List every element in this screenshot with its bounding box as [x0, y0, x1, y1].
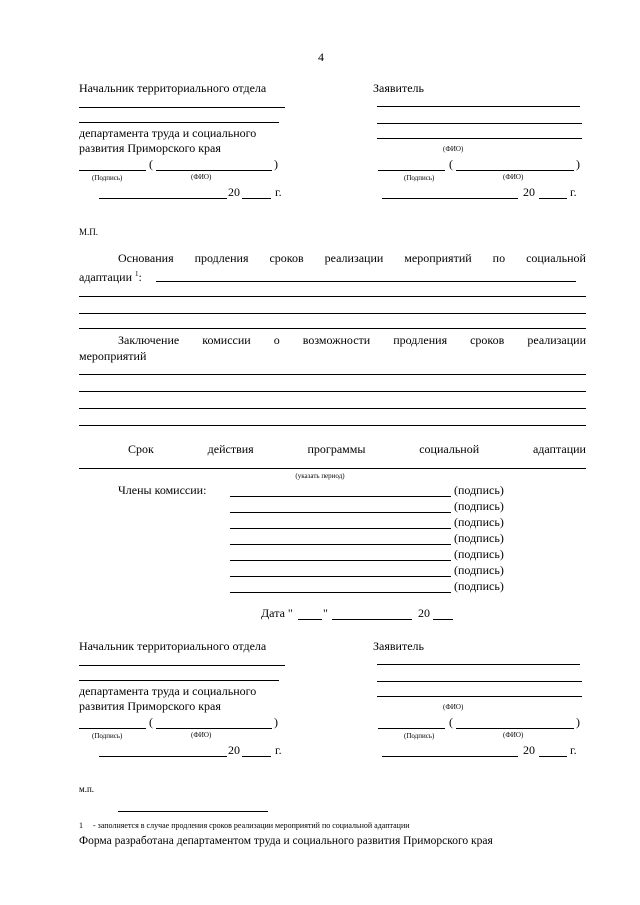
member-signature-line	[230, 528, 451, 529]
word: продления	[393, 333, 448, 347]
signature-line	[377, 681, 582, 682]
fill-line	[79, 313, 586, 314]
signature-line	[377, 696, 582, 697]
year-field	[242, 756, 271, 757]
footnote-separator	[118, 811, 268, 812]
department-name-line1: департамента труда и социального	[79, 684, 257, 698]
year-field	[242, 198, 271, 199]
year-prefix: 20	[418, 606, 430, 620]
signature-line	[79, 665, 285, 666]
signature-field	[79, 170, 146, 171]
fill-line	[79, 425, 586, 426]
term-period-line	[79, 468, 586, 469]
signature-line	[79, 107, 285, 108]
fill-line	[79, 374, 586, 375]
podpis-caption: (Подпись)	[404, 732, 435, 740]
period-hint: (указать период)	[295, 472, 345, 480]
word: сроков	[269, 251, 304, 265]
department-name-line2: развития Приморского края	[79, 699, 221, 713]
fio-caption: (ФИО)	[443, 145, 464, 153]
footnote-mark: 1	[79, 821, 83, 830]
seal-placeholder: м.п.	[79, 784, 95, 794]
word: комиссии	[202, 333, 251, 347]
date-field	[382, 756, 518, 757]
word: социальной	[419, 442, 480, 456]
fill-line	[79, 328, 586, 329]
footnote	[79, 821, 410, 831]
paren-open: (	[149, 157, 153, 171]
footnote-text: - заполняется в случае продления сроков реализации мероприятий по социальной адаптации	[91, 821, 410, 830]
member-signature-line	[230, 496, 451, 497]
year-field	[433, 619, 453, 620]
member-signature-line	[230, 592, 451, 593]
fio-field	[456, 170, 574, 171]
word: Заключение	[118, 333, 180, 347]
signature-line	[377, 664, 580, 665]
paren-open: (	[149, 715, 153, 729]
day-field	[298, 619, 322, 620]
fio-field	[156, 728, 272, 729]
word: реализации	[527, 333, 586, 347]
fio-field	[456, 728, 574, 729]
word: возможности	[302, 333, 371, 347]
word: продления	[194, 251, 249, 265]
fio-caption: (ФИО)	[503, 173, 524, 181]
year-suffix: г.	[570, 743, 577, 757]
form-note: Форма разработана департаментом труда и социального развития Приморского края	[79, 835, 493, 847]
fill-line	[79, 408, 586, 409]
conclusion-heading	[118, 333, 586, 347]
signature-field	[378, 728, 445, 729]
member-signature-caption: (подпись)	[454, 579, 504, 593]
commission-label: Члены комиссии:	[118, 483, 207, 497]
word: действия	[207, 442, 254, 456]
member-signature-line	[230, 544, 451, 545]
year-field	[539, 198, 567, 199]
applicant-title: Заявитель	[373, 639, 424, 653]
year-prefix: 20	[523, 185, 535, 199]
department-name-line1: департамента труда и социального	[79, 126, 257, 140]
signature-line	[377, 106, 580, 107]
signature-field	[79, 728, 146, 729]
word: социальной	[526, 251, 586, 265]
department-name-line2: развития Приморского края	[79, 141, 221, 155]
year-suffix: г.	[570, 185, 577, 199]
fio-caption: (ФИО)	[191, 173, 212, 181]
paren-close: )	[576, 715, 580, 729]
date-field	[382, 198, 518, 199]
member-signature-caption: (подпись)	[454, 499, 504, 513]
year-prefix: 20	[228, 185, 240, 199]
fio-field	[156, 170, 272, 171]
seal-placeholder: М.П.	[79, 227, 99, 237]
fio-caption: (ФИО)	[191, 731, 212, 739]
fill-line	[79, 391, 586, 392]
term-heading	[128, 442, 586, 456]
member-signature-caption: (подпись)	[454, 515, 504, 529]
year-field	[539, 756, 567, 757]
basis-heading	[118, 251, 586, 265]
signature-field	[378, 170, 445, 171]
word: программы	[307, 442, 366, 456]
basis-line2: адаптации $^1$:	[79, 270, 142, 284]
paren-close: )	[274, 715, 278, 729]
word: сроков	[470, 333, 505, 347]
quote-close: "	[323, 606, 328, 620]
fio-caption: (ФИО)	[443, 703, 464, 711]
fill-line	[156, 281, 576, 282]
word: по	[492, 251, 506, 265]
word: мероприятий	[404, 251, 472, 265]
signature-line	[79, 122, 279, 123]
date-field	[99, 198, 227, 199]
member-signature-line	[230, 560, 451, 561]
word: адаптации	[532, 442, 586, 456]
member-signature-caption: (подпись)	[454, 547, 504, 561]
date-label: Дата "	[261, 606, 293, 620]
department-head-title: Начальник территориального отдела	[79, 639, 267, 653]
date-field	[99, 756, 227, 757]
signature-line	[377, 123, 582, 124]
paren-close: )	[274, 157, 278, 171]
department-head-title: Начальник территориального отдела	[79, 81, 267, 95]
paren-close: )	[576, 157, 580, 171]
podpis-caption: (Подпись)	[92, 174, 123, 182]
year-prefix: 20	[228, 743, 240, 757]
year-suffix: г.	[275, 743, 282, 757]
month-field	[332, 619, 412, 620]
member-signature-caption: (подпись)	[454, 483, 504, 497]
member-signature-caption: (подпись)	[454, 531, 504, 545]
page-number: 4	[318, 50, 324, 64]
word: Основания	[118, 251, 174, 265]
podpis-caption: (Подпись)	[404, 174, 435, 182]
member-signature-caption: (подпись)	[454, 563, 504, 577]
member-signature-line	[230, 512, 451, 513]
podpis-caption: (Подпись)	[92, 732, 123, 740]
paren-open: (	[449, 715, 453, 729]
word: Срок	[128, 442, 154, 456]
paren-open: (	[449, 157, 453, 171]
signature-line	[377, 138, 582, 139]
applicant-title: Заявитель	[373, 81, 424, 95]
conclusion-line2: мероприятий	[79, 349, 147, 363]
year-prefix: 20	[523, 743, 535, 757]
year-suffix: г.	[275, 185, 282, 199]
signature-line	[79, 680, 279, 681]
member-signature-line	[230, 576, 451, 577]
footnote-mark: 1	[135, 270, 139, 278]
fio-caption: (ФИО)	[503, 731, 524, 739]
word: реализации	[324, 251, 384, 265]
word: о	[273, 333, 280, 347]
fill-line	[79, 296, 586, 297]
